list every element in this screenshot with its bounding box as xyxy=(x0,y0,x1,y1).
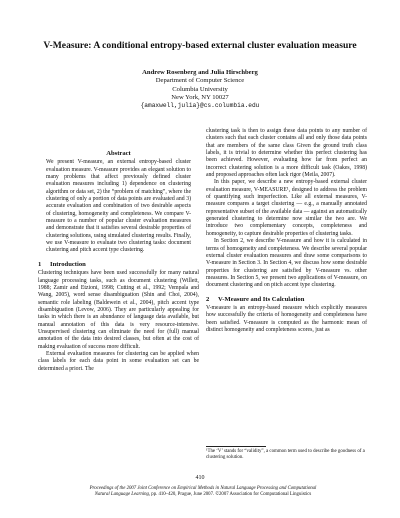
page-number: 410 xyxy=(195,475,205,481)
proceedings-line-1: Proceedings of the 2007 Joint Conference on Empirical Methods in Natural Language Processing and Computational xyxy=(89,486,317,491)
proceedings-citation: , pp. 410–420, Prague, June 2007. ©2007 Association for Computational Linguistics xyxy=(148,491,312,497)
author-university: Columbia University xyxy=(172,85,228,93)
left-column xyxy=(38,150,199,373)
footnote-rule xyxy=(206,446,266,447)
section-heading-introduction xyxy=(38,261,199,268)
proceedings-footer xyxy=(38,486,368,498)
intro-paragraph-2: External evaluation measures for clustering can be applied when class labels for each data point in some evaluation set can be determined a priori. The xyxy=(38,350,199,372)
right-column xyxy=(206,128,367,334)
section-heading-vmeasure xyxy=(206,296,367,303)
author-department: Department of Computer Science xyxy=(155,77,245,85)
section-title: V-Measure and Its Calculation xyxy=(218,295,305,303)
intro-paragraph-1: Clustering techniques have been used successfully for many natural language processing tasks, such as document clustering (Willett, 1988; Zamir and Etzioni, 1998; Cutting et al., 1992; Vempala and Wang, 2005), word sense disambiguation (Shin and Choi, 2004), semantic role labeling (Baldewein et al., 2004), pitch accent type disambiguation (Levow, 2006). They are particularly appealing for tasks in which there is an abundance of language data available, but manual annotation of this data is very resource-intensive. Unsupervised clustering can eliminate the need for (full) manual annotation of the data into desired classes, but often at the cost of making evaluation of success more difficult. xyxy=(38,270,199,350)
proceedings-venue: Natural Language Learning xyxy=(94,491,149,497)
author-names: Andrew Rosenberg and Julia Hirschberg xyxy=(142,69,258,76)
section-title: Introduction xyxy=(50,260,86,268)
right-paragraph-4: V-measure is an entropy-based measure which explicitly measures how successfully the criteria of homogeneity and completeness have been satisfied. V-measure is computed as the harmonic mean of distinct homogeneity and completeness scores, just as xyxy=(206,304,367,333)
abstract-heading: Abstract xyxy=(106,150,131,157)
right-paragraph-3: In Section 2, we describe V-measure and how it is calculated in terms of homogeneity and completeness. We describe several popular external cluster evaluation measures and draw some comparisons to V-measure in Section 3. In Section 4, we discuss how some desirable properties for clustering are satisfied by V-measure vs. other measures. In Section 5, we present two applications of V-measure, on document clustering and on pitch accent type clustering. xyxy=(206,238,367,289)
author-city: New York, NY 10027 xyxy=(171,93,229,101)
right-paragraph-1: clustering task is then to assign these data points to any number of clusters such that each cluster contains all and only those data points that are members of the same class Given the ground truth class labels, it is trivial to determine whether this perfect clustering has been achieved. However, evaluating how far from perfect an incorrect clustering solution is a more difficult task (Oakes, 1998) and proposed approaches often lack rigor (Meila, 2007). xyxy=(206,128,367,179)
footnote xyxy=(206,446,367,461)
paper-title: V-Measure: A conditional entropy-based external cluster evaluation measure xyxy=(43,40,357,51)
footnote-text: ¹The ‘V’ stands for “validity”, a common term used to describe the goodness of a clustering solution. xyxy=(206,449,365,460)
abstract-body: We present V-measure, an external entropy-based cluster evaluation measure. V-measure provides an elegant solution to many problems that affect previously defined cluster evaluation measures including 1) dependence on clustering algorithm or data set, 2) the “problem of matching”, where the clustering of only a portion of data points are evaluated and 3) accurate evaluation and combination of two desirable aspects of clustering, homogeneity and completeness. We compare V-measure to a number of popular cluster evaluation measures and demonstrate that it satisfies several desirable properties of clustering solutions, using simulated clustering results. Finally, we use V-measure to evaluate two clustering tasks: document clustering and pitch accent type clustering. xyxy=(46,159,191,254)
section-number: 1 xyxy=(38,260,42,268)
author-block xyxy=(60,69,340,110)
author-email: {amaxwell,julia}@cs.columbia.edu xyxy=(140,102,260,110)
right-paragraph-2: In this paper, we describe a new entropy-based external cluster evaluation measure, V-MEASURE¹, designed to address the problem of quantifying such imperfection. Like all external measures, V-measure compares a target clustering — e.g., a manually annotated representative subset of the available data — against an automatically generated clustering to determine now similar the two are. We introduce two complementary concepts, completeness and homogeneity, to capture desirable properties of clustering tasks. xyxy=(206,179,367,237)
section-number: 2 xyxy=(206,295,210,303)
proceedings-line-2 xyxy=(38,492,368,498)
